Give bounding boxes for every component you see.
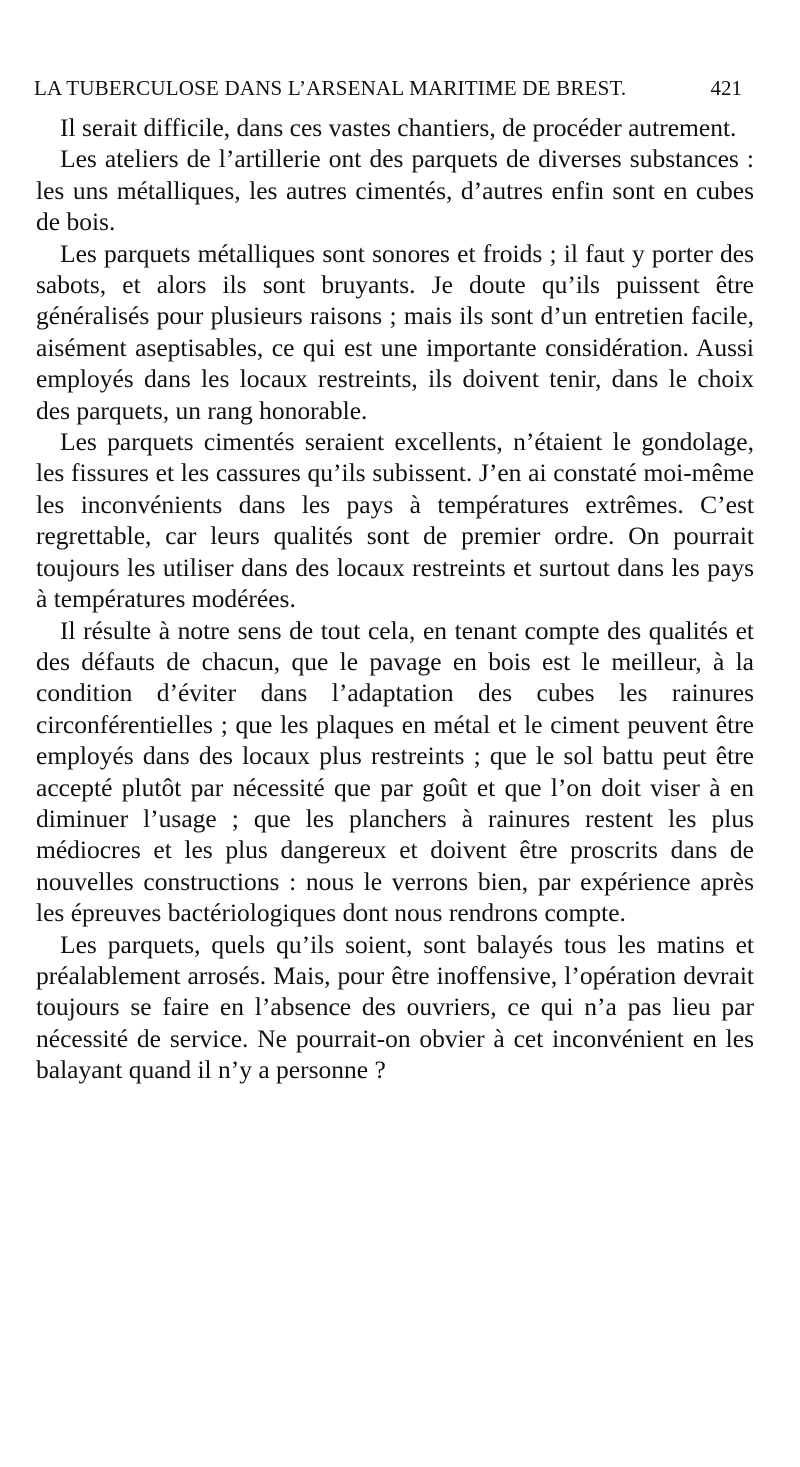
- paragraph: Les parquets, quels qu’ils soient, sont balayés tous les matins et préalablement arrosés. Mais, pour être inoffensive, l’opération devrait toujours se faire en l’absence des ouvriers, ce qui n’a pas lieu par nécessité de service. Ne pourrait-on obvier à cet inconvénient en les balayant quand il n’y a personne ?: [36, 929, 754, 1085]
- running-head: [34, 76, 742, 106]
- body-text: [36, 112, 754, 1086]
- page-number: 421: [710, 76, 742, 100]
- running-title: LA TUBERCULOSE DANS L’ARSENAL MARITIME DE BREST.: [34, 76, 627, 100]
- paragraph: Il serait difficile, dans ces vastes chantiers, de procéder autrement.: [60, 113, 737, 142]
- paragraph: Les ateliers de l’artillerie ont des parquets de diverses substances : les uns métalliques, les autres cimentés, d’autres enfin sont en cubes de bois.: [36, 144, 754, 237]
- paragraph: Il résulte à notre sens de tout cela, en tenant compte des qualités et des défauts de chacun, que le pavage en bois est le meilleur, à la condition d’éviter dans l’adaptation des cubes les rainures circonférentielles ; que les plaques en métal et le ciment peuvent être employés dans des locaux plus restreints ; que le sol battu peut être accepté plutôt par nécessité que par goût et que l’on doit viser à en diminuer l’usage ; que les planchers à rainures restent les plus médiocres et les plus dangereux et doivent être proscrits dans de nouvelles constructions : nous le verrons bien, par expérience après les épreuves bactériologiques dont nous rendrons compte.: [36, 615, 754, 928]
- paragraph: Les parquets cimentés seraient excellents, n’étaient le gondolage, les fissures et les cassures qu’ils subissent. J’en ai constaté moi-même les inconvénients dans les pays à températures extrêmes. C’est regrettable, car leurs qualités sont de premier ordre. On pourrait toujours les utiliser dans des locaux restreints et surtout dans les pays à températures modérées.: [36, 427, 754, 614]
- paragraph: Les parquets métalliques sont sonores et froids ; il faut y porter des sabots, et alors ils sont bruyants. Je doute qu’ils puissent être généralisés pour plusieurs raisons ; mais ils sont d’un entretien facile, aisément aseptisables, ce qui est une importante considération. Aussi employés dans les locaux restreints, ils doivent tenir, dans le choix des parquets, un rang honorable.: [36, 238, 754, 425]
